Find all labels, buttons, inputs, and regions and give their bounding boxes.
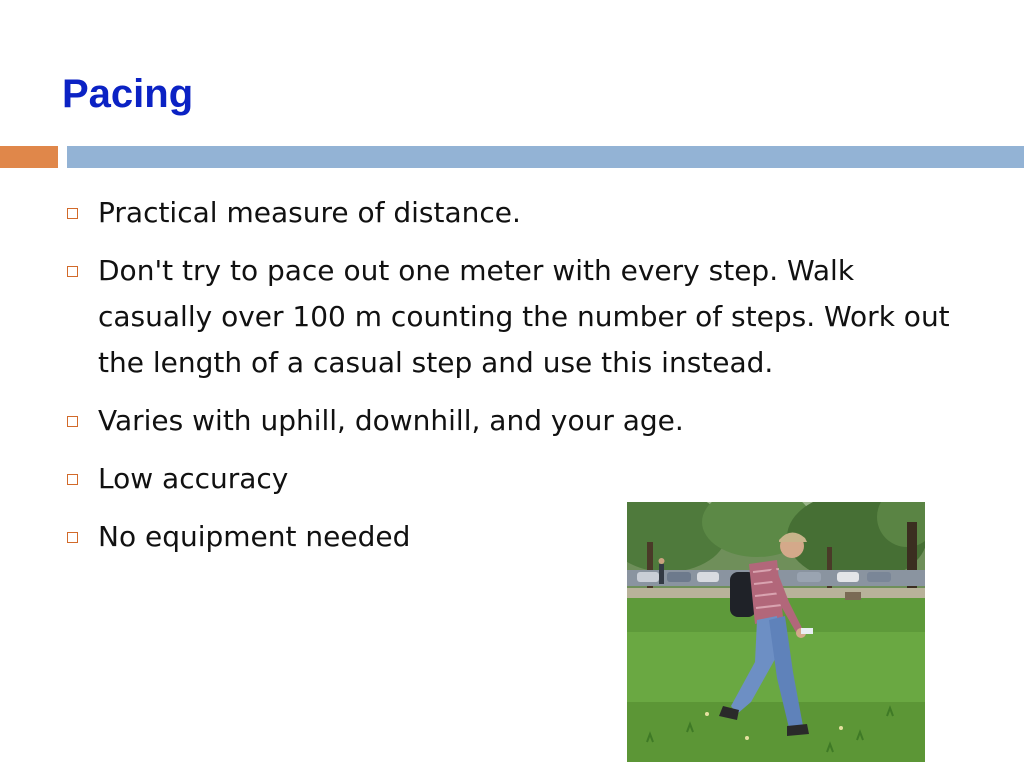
square-bullet-icon: [67, 208, 78, 219]
title-accent-bar-orange: [0, 146, 58, 168]
bullet-text: Low accuracy: [98, 462, 289, 495]
square-bullet-icon: [67, 416, 78, 427]
bullet-text: Varies with uphill, downhill, and your age.: [98, 404, 684, 437]
bullet-item: [62, 456, 962, 502]
bullet-item: [62, 398, 962, 444]
bullet-text: Practical measure of distance.: [98, 196, 521, 229]
bullet-text: Don't try to pace out one meter with every step. Walk casually over 100 m counting the number of steps. Work out the length of a casual step and use this instead.: [98, 254, 950, 379]
walking-person-photo: [627, 502, 925, 762]
bullet-item: [62, 248, 962, 386]
slide-title: Pacing: [62, 72, 194, 116]
square-bullet-icon: [67, 474, 78, 485]
bullet-text: No equipment needed: [98, 520, 411, 553]
square-bullet-icon: [67, 266, 78, 277]
square-bullet-icon: [67, 532, 78, 543]
bullet-item: [62, 190, 962, 236]
title-accent-bar-blue: [67, 146, 1024, 168]
